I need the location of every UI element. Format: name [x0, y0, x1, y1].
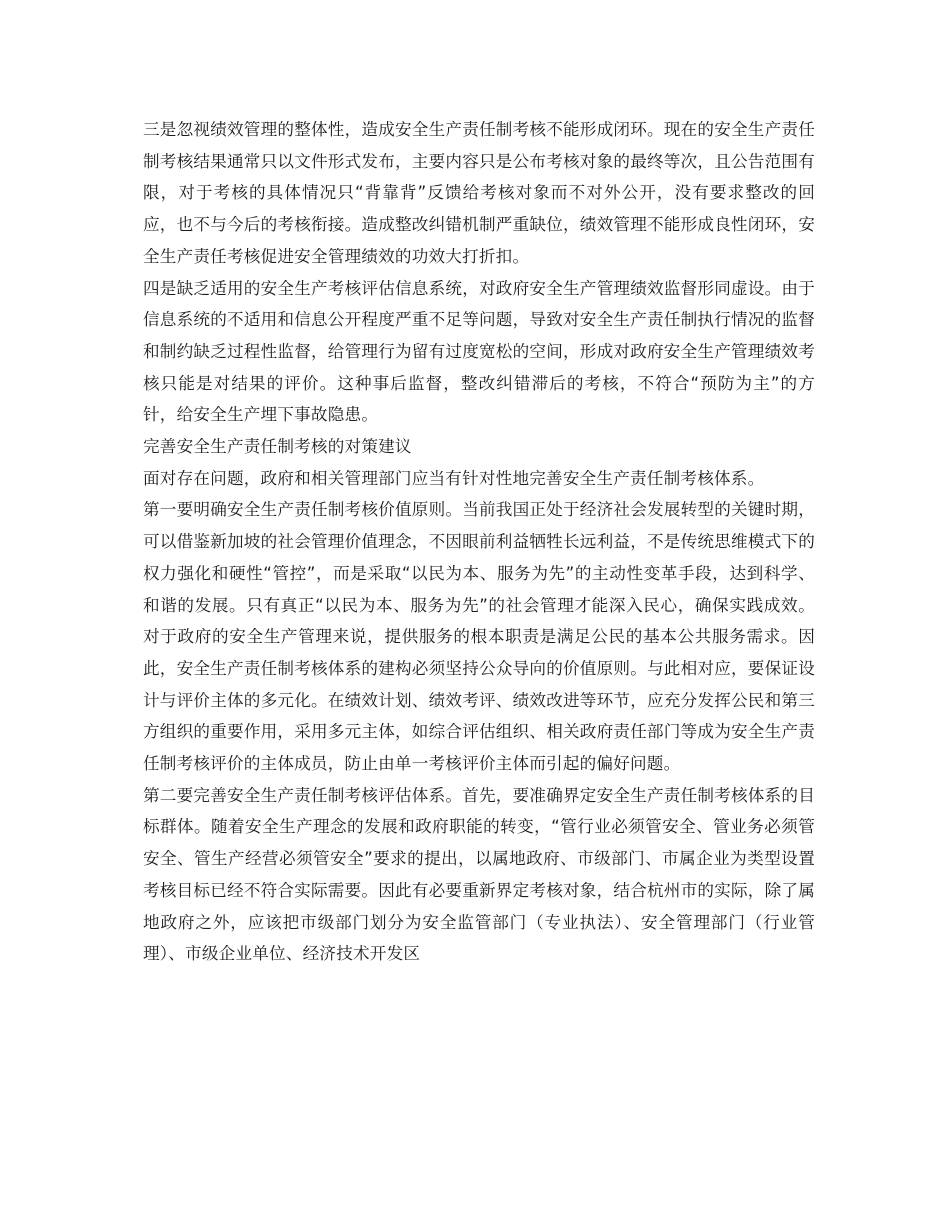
document-body	[143, 114, 815, 970]
paragraph-first-measure: 第一要明确安全生产责任制考核价值原则。当前我国正处于经济社会发展转型的关键时期，可以借鉴新加坡的社会管理价值理念，不因眼前利益牺牲长远利益，不是传统思维模式下的权力强化和硬性“管控”，而是采取“以民为本、服务为先”的主动性变革手段，达到科学、和谐的发展。只有真正“以民为本、服务为先”的社会管理才能深入民心，确保实践成效。对于政府的安全生产管理来说，提供服务的根本职责是满足公民的基本公共服务需求。因此，安全生产责任制考核体系的建构必须坚持公众导向的价值原则。与此相对应，要保证设计与评价主体的多元化。在绩效计划、绩效考评、绩效改进等环节，应充分发挥公民和第三方组织的重要作用，采用多元主体，如综合评估组织、相关政府责任部门等成为安全生产责任制考核评价的主体成员，防止由单一考核评价主体而引起的偏好问题。	[143, 500, 815, 774]
paragraph-third-issue: 三是忽视绩效管理的整体性，造成安全生产责任制考核不能形成闭环。现在的安全生产责任制考核结果通常只以文件形式发布，主要内容只是公布考核对象的最终等次，且公告范围有限，对于考核的具体情况只“背靠背”反馈给考核对象而不对外公开，没有要求整改的回应，也不与今后的考核衔接。造成整改纠错机制严重缺位，绩效管理不能形成良性闭环，安全生产责任考核促进安全管理绩效的功效大打折扣。	[143, 120, 815, 266]
section-heading: 完善安全生产责任制考核的对策建议	[143, 437, 412, 457]
paragraph-second-measure: 第二要完善安全生产责任制考核评估体系。首先，要准确界定安全生产责任制考核体系的目标群体。随着安全生产理念的发展和政府职能的转变，“管行业必须管安全、管业务必须管安全、管生产经营必须管安全”要求的提出，以属地政府、市级部门、市属企业为类型设置考核目标已经不符合实际需要。因此有必要重新界定考核对象，结合杭州市的实际，除了属地政府之外，应该把市级部门划分为安全监管部门（专业执法）、安全管理部门（行业管理）、市级企业单位、经济技术开发区	[143, 785, 815, 964]
paragraph-fourth-issue: 四是缺乏适用的安全生产考核评估信息系统，对政府安全生产管理绩效监督形同虚设。由于信息系统的不适用和信息公开程度严重不足等问题，导致对安全生产责任制执行情况的监督和制约缺乏过程性监督，给管理行为留有过度宽松的空间，形成对政府安全生产管理绩效考核只能是对结果的评价。这种事后监督，整改纠错滞后的考核，不符合“预防为主”的方针，给安全生产埋下事故隐患。	[143, 278, 815, 425]
paragraph-intro: 面对存在问题，政府和相关管理部门应当有针对性地完善安全生产责任制考核体系。	[143, 468, 765, 488]
